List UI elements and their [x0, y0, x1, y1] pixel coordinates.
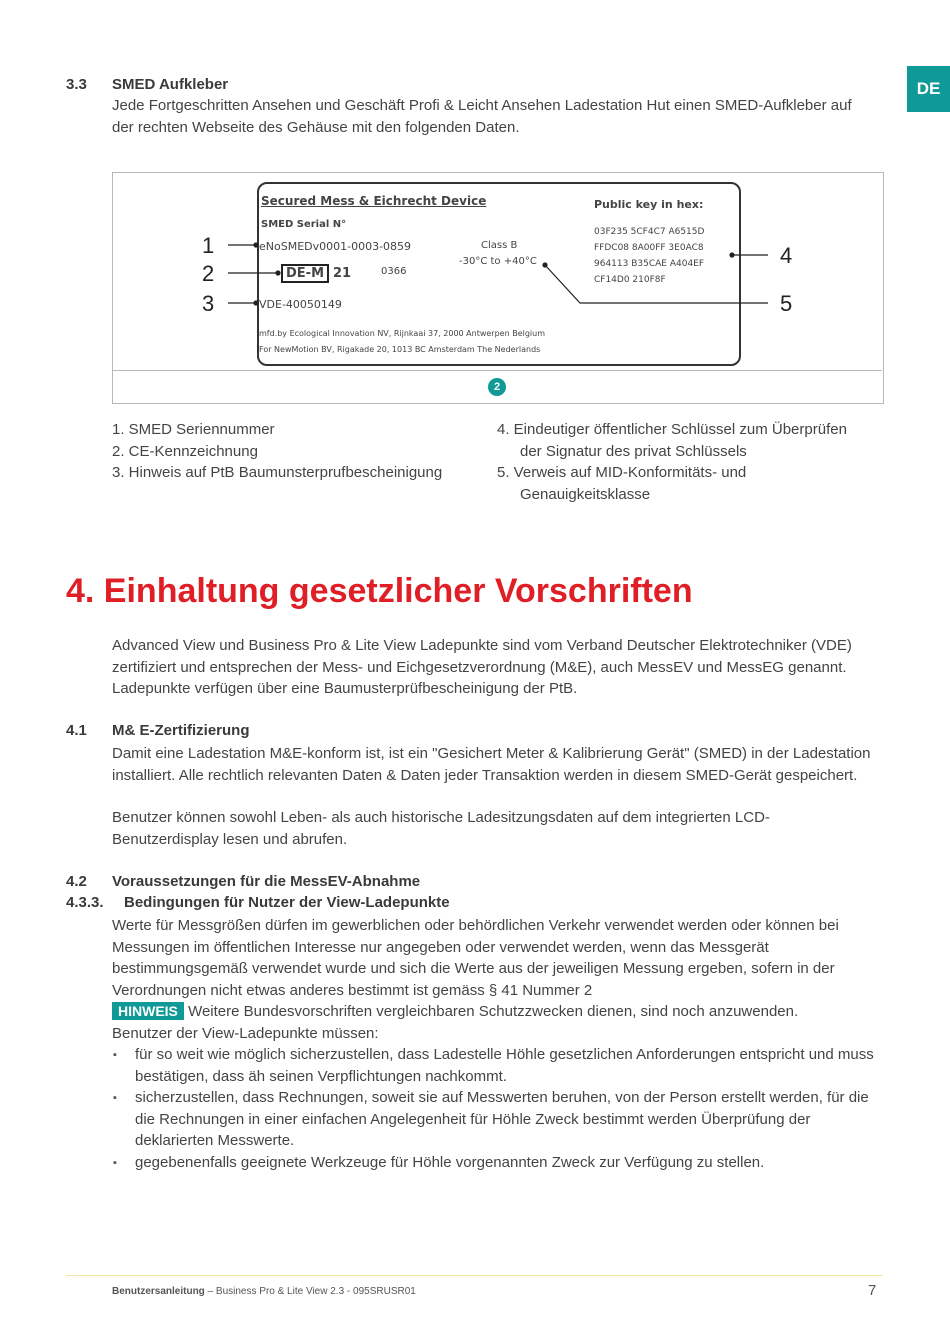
hinweis-text: Weitere Bundesvorschriften vergleichbaren Schutzzwecken dienen, sind noch anzuwenden. — [188, 1003, 799, 1020]
bullet-item: für so weit wie möglich sicherzustellen, dass Ladestelle Höhle gesetzlichen Anforderungen entspricht und muss bestätigen, dass äh seinen Verpflichtungen nachkommt. — [135, 1046, 874, 1085]
section-number-4-3-3: 4.3.3. — [66, 894, 104, 911]
section-number-3-3: 3.3 — [66, 76, 87, 93]
chapter-heading: 4. Einhaltung gesetzlicher Vorschriften — [66, 572, 693, 610]
legend-left — [112, 419, 442, 484]
bullet-marker: ▪ — [113, 1157, 117, 1169]
footer-text — [112, 1286, 416, 1297]
bullet-item: gegebenenfalls geeignete Werkzeuge für Höhle vorgenannten Zweck zur Verfügung zu stellen. — [135, 1154, 765, 1171]
callout-3: 3 — [202, 291, 215, 316]
section-title-4-1: M& E-Zertifizierung — [112, 722, 250, 739]
page-number: 7 — [868, 1282, 877, 1299]
bullet-marker: ▪ — [113, 1092, 117, 1104]
callout-1: 1 — [202, 233, 215, 258]
sticker-public-key-title: Public key in hex: — [594, 198, 704, 211]
sticker-ce-code: 0366 — [381, 266, 407, 277]
hinweis-note — [112, 1001, 882, 1023]
sticker-pk-line: CF14D0 210F8F — [594, 275, 666, 285]
sticker-temp-range: -30°C to +40°C — [459, 256, 537, 267]
section-title-3-3: SMED Aufkleber — [112, 76, 229, 93]
callout-4: 4 — [780, 243, 793, 268]
sticker-serial: eNoSMEDv0001-0003-0859 — [259, 240, 412, 253]
footer-doc-title: Benutzersanleitung — [112, 1286, 205, 1297]
bullet-item: sicherzustellen, dass Rechnungen, soweit sie auf Messwerten beruhen, von der Person erstellt werden, für die die Rechnungen in einer einfachen Angelegenheit für Höhle Zweck bestimmt werden Überprüfung der deklarierten Messwerte. — [135, 1089, 869, 1149]
footer-divider — [66, 1275, 883, 1276]
legend-item: 4. Eindeutiger öffentlicher Schlüssel zum Überprüfen — [497, 421, 847, 438]
chapter-intro: Advanced View und Business Pro & Lite View Ladepunkte sind vom Verband Deutscher Elektrotechniker (VDE) zertifiziert und entsprechen der Mess- und Eichgesetzverordnung (M&E), auch MessEV und MessEG genannt. Ladepunkte verfügen über eine Baumusterprüfbescheinigung der PtB. — [112, 637, 852, 697]
bullet-marker: ▪ — [113, 1049, 117, 1061]
callout-2: 2 — [202, 261, 215, 286]
section-4-3-3-text: Werte für Messgrößen dürfen im gewerblichen oder behördlichen Verkehr verwendet werden oder können bei Messungen im öffentlichen Interesse nur angegeben oder verwendet werden, wenn das Messgerät bestimmungsgemäß verwendet wurde und sich die Werte aus der jeweiligen Messung ergeben, sofern in der Verordnungen nicht etwas anderes bestimmt ist gemäss § 41 Nummer 2 — [112, 917, 839, 999]
sticker-class: Class B — [481, 240, 518, 251]
section-4-1-text: Damit eine Ladestation M&E-konform ist, ist ein "Gesichert Meter & Kalibrierung Gerät" (SMED) in der Ladestation installiert. Alle rechtlich relevanten Daten & Daten jeder Transaktion werden in diesem SMED-Gerät gespeichert. — [112, 745, 871, 784]
footer-doc-info: – Business Pro & Lite View 2.3 - 095SRUSR01 — [204, 1286, 416, 1297]
section-3-3-text: Jede Fortgeschritten Ansehen und Geschäft Profi & Leicht Ansehen Ladestation Hut einen SMED-Aufkleber auf der rechten Webseite des Gehäuse mit den folgenden Daten. — [112, 97, 852, 136]
legend-item: 2. CE-Kennzeichnung — [112, 442, 258, 460]
users-must: Benutzer der View-Ladepunkte müssen: — [112, 1025, 379, 1042]
legend-item-cont: der Signatur des privat Schlüssels — [520, 442, 747, 460]
section-number-4-1: 4.1 — [66, 722, 87, 739]
figure-badge: 2 — [488, 378, 506, 396]
sticker-pk-line: FFDC08 8A00FF 3E0AC8 — [594, 243, 704, 253]
callout-lines — [0, 0, 950, 420]
sticker-ce-mark: DE-M — [281, 264, 329, 283]
sticker-manufacturer: mfd.by Ecological Innovation NV, Rijnkaai 37, 2000 Antwerpen Belgium — [259, 329, 546, 338]
sticker-serial-label: SMED Serial N° — [261, 219, 347, 230]
section-title-4-2: Voraussetzungen für die MessEV-Abnahme — [112, 873, 421, 890]
callout-5: 5 — [780, 291, 793, 316]
sticker-ce-year: 21 — [333, 266, 352, 281]
section-number-4-2: 4.2 — [66, 873, 87, 890]
legend-item: 5. Verweis auf MID-Konformitäts- und — [497, 464, 747, 481]
legend-item-cont: Genauigkeitsklasse — [520, 485, 651, 503]
sticker-pk-line: 964113 B35CAE A404EF — [594, 259, 705, 269]
sticker-vde: VDE-40050149 — [259, 298, 342, 311]
language-tab: DE — [907, 66, 950, 112]
legend-right — [497, 419, 847, 505]
legend-item: 1. SMED Seriennummer — [112, 421, 275, 438]
sticker-distributor: For NewMotion BV, Rigakade 20, 1013 BC Amsterdam The Nederlands — [259, 345, 541, 354]
legend-item: 3. Hinweis auf PtB Baumunsterprufbescheinigung — [112, 464, 443, 481]
sticker-title: Secured Mess & Eichrecht Device — [261, 194, 487, 208]
hinweis-tag: HINWEIS — [112, 1002, 184, 1020]
section-4-1-text-2: Benutzer können sowohl Leben- als auch historische Ladesitzungsdaten auf dem integrierten LCD-Benutzerdisplay lesen und abrufen. — [112, 809, 770, 848]
section-title-4-3-3: Bedingungen für Nutzer der View-Ladepunkte — [124, 894, 450, 911]
sticker-pk-line: 03F235 5CF4C7 A6515D — [594, 227, 705, 237]
